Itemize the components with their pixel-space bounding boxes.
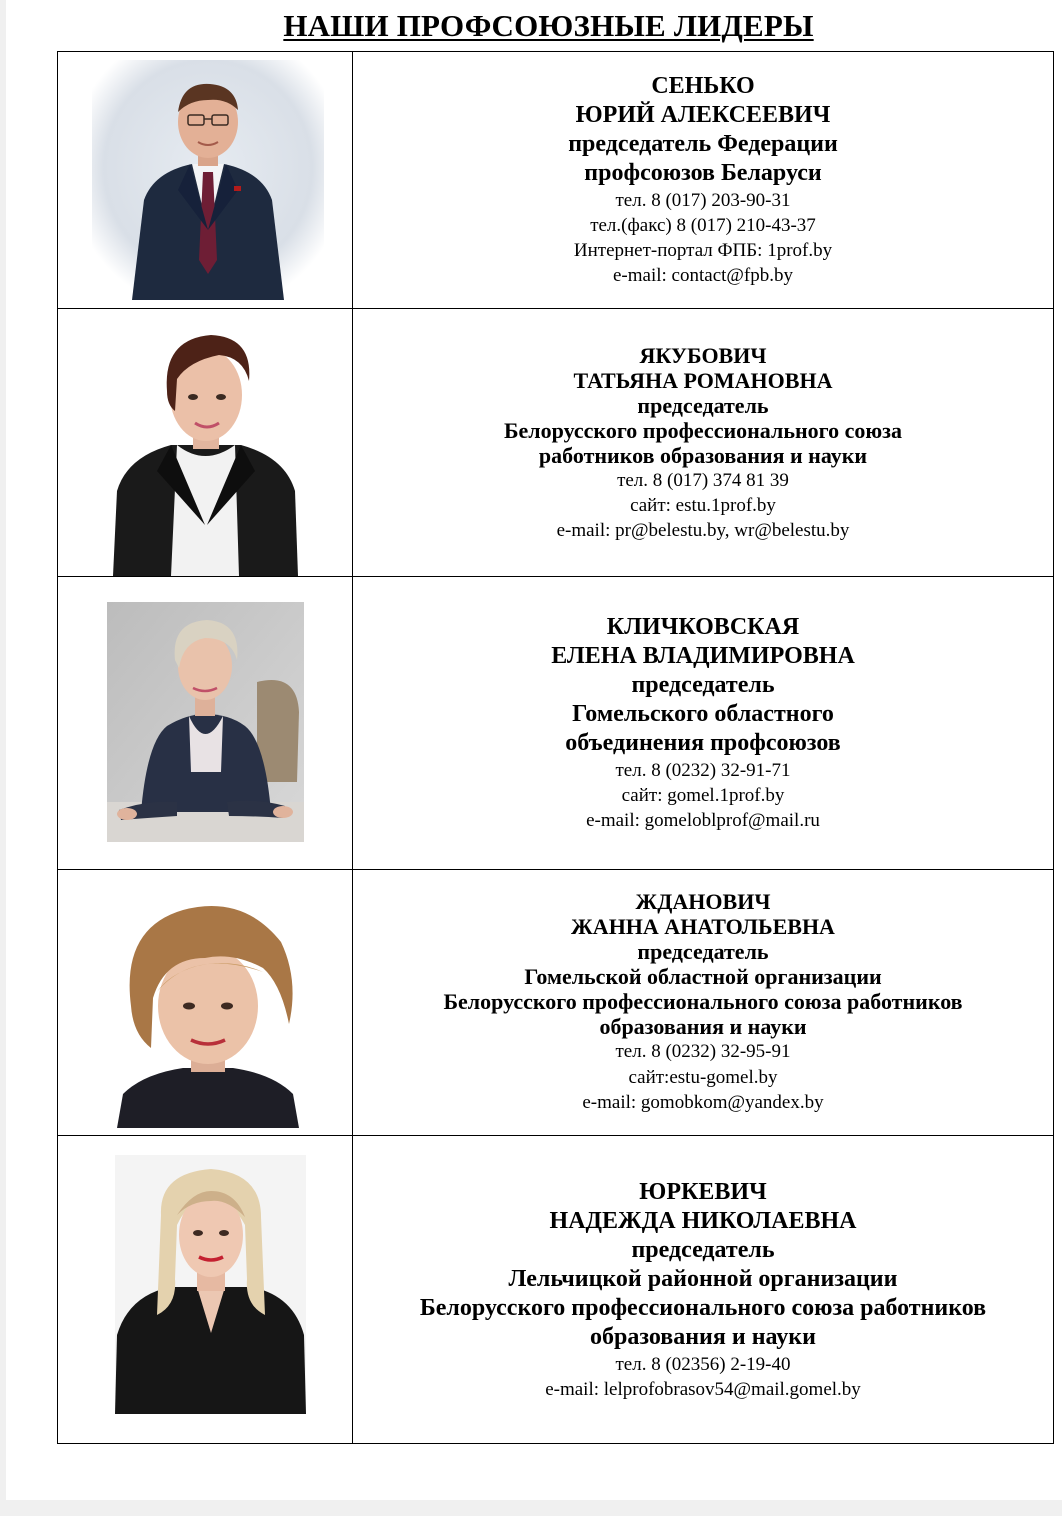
leader-photo [107,602,304,842]
leader-phone: тел. 8 (017) 203-90-31 [615,190,791,211]
leader-position: профсоюзов Беларуси [584,160,822,186]
leader-photo [113,321,298,576]
leader-position: Гомельской областной организации [524,964,882,990]
leader-position: председатель [637,939,769,965]
leader-email[interactable]: e-mail: gomeloblprof@mail.ru [586,810,820,831]
photo-cell [58,52,353,309]
leader-website[interactable]: сайт: estu.1prof.by [630,494,776,516]
leader-website[interactable]: сайт: gomel.1prof.by [621,785,785,806]
leader-surname: ЮРКЕВИЧ [639,1178,767,1205]
leader-position: образования и науки [590,1323,816,1350]
leader-surname: КЛИЧКОВСКАЯ [606,614,800,640]
leader-email[interactable]: e-mail: lelprofobrasov54@mail.gomel.by [545,1378,861,1400]
leader-position: Белорусского профессионального союза работников [443,989,963,1015]
leader-row [58,52,1054,309]
leader-fax: тел.(факс) 8 (017) 210-43-37 [590,215,816,236]
photo-cell [58,1136,353,1444]
leader-row [58,1136,1054,1444]
leader-row [58,309,1054,577]
leader-photo [113,888,303,1128]
photo-cell [58,870,353,1136]
leader-email[interactable]: e-mail: pr@belestu.by, wr@belestu.by [556,519,850,541]
leader-position: председатель [631,1236,775,1263]
leader-website[interactable]: сайт:estu-gomel.by [628,1066,778,1088]
leader-position: председатель Федерации [568,131,838,157]
leader-position: Лельчицкой районной организации [508,1265,898,1292]
leader-phone: тел. 8 (02356) 2-19-40 [615,1353,791,1375]
leader-position: Гомельского областного [572,701,834,727]
leader-name: НАДЕЖДА НИКОЛАЕВНА [549,1207,857,1234]
info-cell [353,870,1054,1136]
leader-phone: тел. 8 (017) 374 81 39 [617,469,789,491]
info-cell [353,1136,1054,1444]
leader-position: Белорусского профессионального союза работников [419,1294,987,1321]
info-cell [353,577,1054,870]
leader-phone: тел. 8 (0232) 32-95-91 [615,1041,791,1063]
leader-website[interactable]: Интернет-портал ФПБ: 1prof.by [573,240,833,261]
leader-position: работников образования и науки [538,442,868,468]
photo-cell [58,309,353,577]
leader-name: ТАТЬЯНА РОМАНОВНА [573,367,833,393]
leader-surname: СЕНЬКО [651,73,755,99]
info-cell [353,309,1054,577]
leader-name: ЕЛЕНА ВЛАДИМИРОВНА [551,643,855,669]
leader-surname: ЯКУБОВИЧ [639,342,767,368]
leader-name: ЮРИЙ АЛЕКСЕЕВИЧ [575,102,831,128]
photo-cell [58,577,353,870]
leader-position: образования и науки [599,1014,807,1040]
leader-position: председатель [631,672,775,698]
leader-photo [92,60,324,300]
leader-position: Белорусского профессионального союза [503,417,903,443]
leader-email[interactable]: e-mail: gomobkom@yandex.by [582,1092,824,1114]
leader-position: объединения профсоюзов [565,730,841,756]
leader-photo [115,1155,306,1414]
info-cell [353,52,1054,309]
page-title: НАШИ ПРОФСОЮЗНЫЕ ЛИДЕРЫ [283,8,814,43]
leader-email[interactable]: e-mail: contact@fpb.by [613,265,793,286]
leader-row [58,870,1054,1136]
leader-position: председатель [637,392,769,418]
document-page [6,0,1062,1500]
leader-phone: тел. 8 (0232) 32-91-71 [615,760,791,781]
leaders-table [57,51,1054,1444]
leader-name: ЖАННА АНАТОЛЬЕВНА [571,914,835,940]
leader-row [58,577,1054,870]
leader-surname: ЖДАНОВИЧ [635,889,771,915]
